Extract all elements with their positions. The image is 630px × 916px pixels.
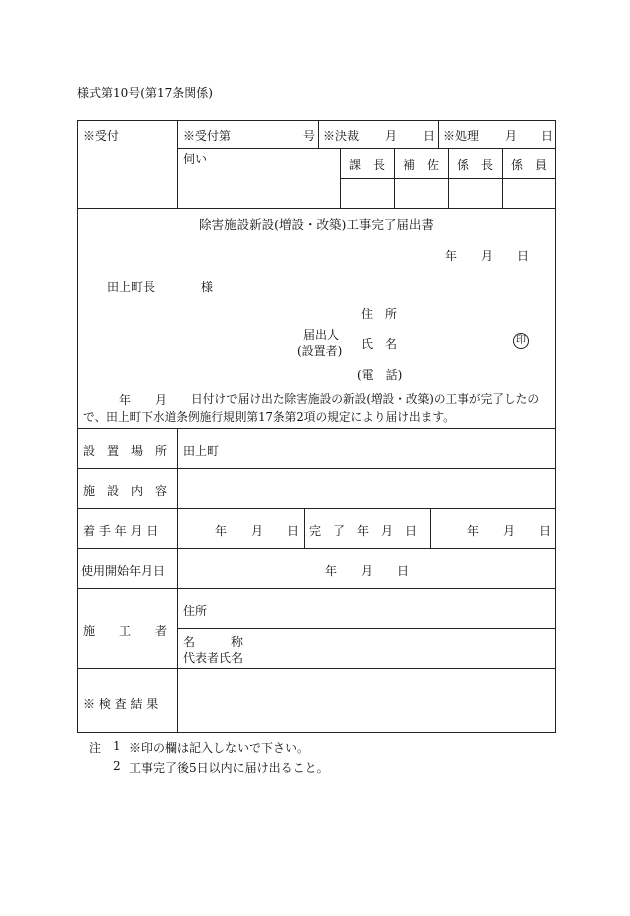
role-subsection-chief: 係 長 xyxy=(456,158,493,172)
note-text: 工事完了後5日以内に届け出ること。 xyxy=(129,761,329,775)
reception-go-label: 号 xyxy=(303,129,316,143)
start-date-label: 着 手 年 月 日 xyxy=(83,524,159,538)
use-start-year[interactable]: 年 xyxy=(325,564,338,578)
row-divider xyxy=(177,628,556,629)
notifier-label: 届出人 xyxy=(303,328,340,342)
col-divider xyxy=(177,120,178,208)
col-divider xyxy=(438,120,439,148)
row-divider xyxy=(77,548,556,549)
note-number: 1 xyxy=(113,739,121,753)
date-month: 月 xyxy=(481,249,494,263)
start-month[interactable]: 月 xyxy=(251,524,264,538)
body-month: 月 xyxy=(155,393,168,407)
contractor-representative-label[interactable]: 代表者氏名 xyxy=(183,651,244,665)
use-start-month[interactable]: 月 xyxy=(361,564,374,578)
reception-number-label: ※受付第 xyxy=(183,129,232,143)
date-day: 日 xyxy=(517,249,530,263)
address-label: 住 所 xyxy=(361,307,398,321)
processing-label: ※処理 xyxy=(443,129,480,143)
addressee: 田上町長 xyxy=(107,280,156,294)
location-value[interactable]: 田上町 xyxy=(183,444,220,458)
processing-day-label: 日 xyxy=(541,129,554,143)
notes-prefix: 注 xyxy=(89,741,102,755)
approval-month-label: 月 xyxy=(385,129,398,143)
document-title: 除害施設新設(増設・改築)工事完了届出書 xyxy=(199,217,434,232)
form-number: 様式第10号(第17条関係) xyxy=(77,86,213,100)
approval-label: ※決裁 xyxy=(323,129,360,143)
completion-day[interactable]: 日 xyxy=(539,524,552,538)
row-divider xyxy=(77,208,556,209)
phone-label: (電 話) xyxy=(357,368,403,382)
use-start-date-label: 使用開始年月日 xyxy=(81,564,166,578)
row-divider xyxy=(77,508,556,509)
inquiry-label: 伺い xyxy=(183,152,208,166)
completion-date-label: 完 了 年 月 日 xyxy=(309,524,418,538)
body-text-line2: で、田上町下水道条例施行規則第17条第2項の規定により届け出ます。 xyxy=(83,410,455,424)
start-day[interactable]: 日 xyxy=(287,524,300,538)
completion-month[interactable]: 月 xyxy=(503,524,516,538)
col-divider xyxy=(318,120,319,148)
role-section-chief: 課 長 xyxy=(348,158,385,172)
inspection-result-label: ※ 検 査 結 果 xyxy=(83,697,159,711)
processing-month-label: 月 xyxy=(505,129,518,143)
seal-mark: 印 xyxy=(513,333,529,349)
contractor-address-label[interactable]: 住所 xyxy=(183,604,208,618)
addressee-honorific: 様 xyxy=(201,280,214,294)
approval-day-label: 日 xyxy=(423,129,436,143)
contractor-name-label[interactable]: 名 称 xyxy=(183,635,244,649)
start-year[interactable]: 年 xyxy=(215,524,228,538)
inspection-result-field xyxy=(178,669,555,732)
contractor-label: 施 工 者 xyxy=(83,624,168,638)
row-divider xyxy=(177,148,556,149)
location-label: 設 置 場 所 xyxy=(83,444,168,458)
row-divider xyxy=(77,588,556,589)
form-frame xyxy=(77,120,556,733)
reception-label: ※受付 xyxy=(83,129,120,143)
note-number: 2 xyxy=(113,759,121,773)
note-text: ※印の欄は記入しないで下さい。 xyxy=(129,741,310,755)
completion-year[interactable]: 年 xyxy=(467,524,480,538)
role-staff: 係 員 xyxy=(510,158,547,172)
name-label: 氏 名 xyxy=(361,337,398,351)
facility-content-label: 施 設 内 容 xyxy=(83,484,168,498)
role-assistant: 補 佐 xyxy=(402,158,439,172)
facility-content-field[interactable] xyxy=(178,469,555,507)
installer-label: (設置者) xyxy=(297,344,343,358)
body-text-line1: 日付けで届け出た除害施設の新設(増設・改築)の工事が完了したの xyxy=(191,392,540,406)
date-year: 年 xyxy=(445,249,458,263)
use-start-day[interactable]: 日 xyxy=(397,564,410,578)
col-divider xyxy=(304,508,305,548)
row-divider xyxy=(77,428,556,429)
col-divider xyxy=(430,508,431,548)
body-year: 年 xyxy=(119,393,132,407)
